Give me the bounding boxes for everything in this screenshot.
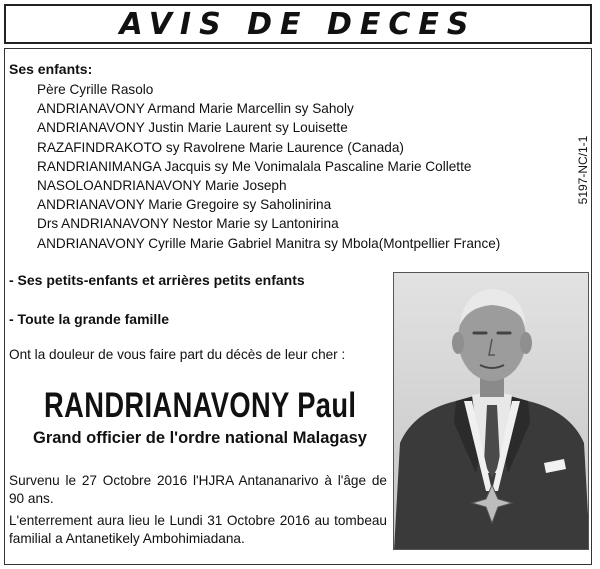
list-item: ANDRIANAVONY Cyrille Marie Gabriel Manitra sy Mbola(Montpellier France) [37,235,501,251]
intro-text: Ont la douleur de vous faire part du décès de leur cher : [9,347,346,362]
list-item: ANDRIANAVONY Armand Marie Marcellin sy Saholy [37,101,354,117]
page-title: AVIS DE DECES [119,6,477,42]
children-list [37,80,500,253]
grandchildren-heading: - Ses petits-enfants et arrières petits enfants [9,272,305,288]
portrait-illustration [394,273,589,550]
family-heading: - Toute la grande famille [9,311,169,327]
list-item: ANDRIANAVONY Justin Marie Laurent sy Louisette [37,120,348,136]
deceased-name: RANDRIANAVONY Paul [44,386,357,425]
list-item: Père Cyrille Rasolo [37,82,154,97]
funeral-details: L'enterrement aura lieu le Lundi 31 Octobre 2016 au tombeau familial a Antanetikely Ambohimiadana. [9,513,387,547]
list-item: RANDRIANIMANGA Jacquis sy Me Vonimalala Pascaline Marie Collette [37,158,472,174]
list-item: Drs ANDRIANAVONY Nestor Marie sy Lantonirina [37,216,339,232]
list-item: NASOLOANDRIANAVONY Marie Joseph [37,178,287,194]
death-details: Survenu le 27 Octobre 2016 l'HJRA Antananarivo à l'âge de 90 ans. [9,473,387,507]
portrait-photo [393,272,589,550]
deceased-title: Grand officier de l'ordre national Malagasy [32,429,367,447]
reference-code: 5197-NC/1-1 [576,135,590,205]
list-item: RAZAFINDRAKOTO sy Ravolrene Marie Laurence (Canada) [37,139,404,155]
header-banner [4,4,592,44]
list-item: ANDRIANAVONY Marie Gregoire sy Saholinirina [37,197,332,213]
children-heading: Ses enfants: [9,61,93,77]
